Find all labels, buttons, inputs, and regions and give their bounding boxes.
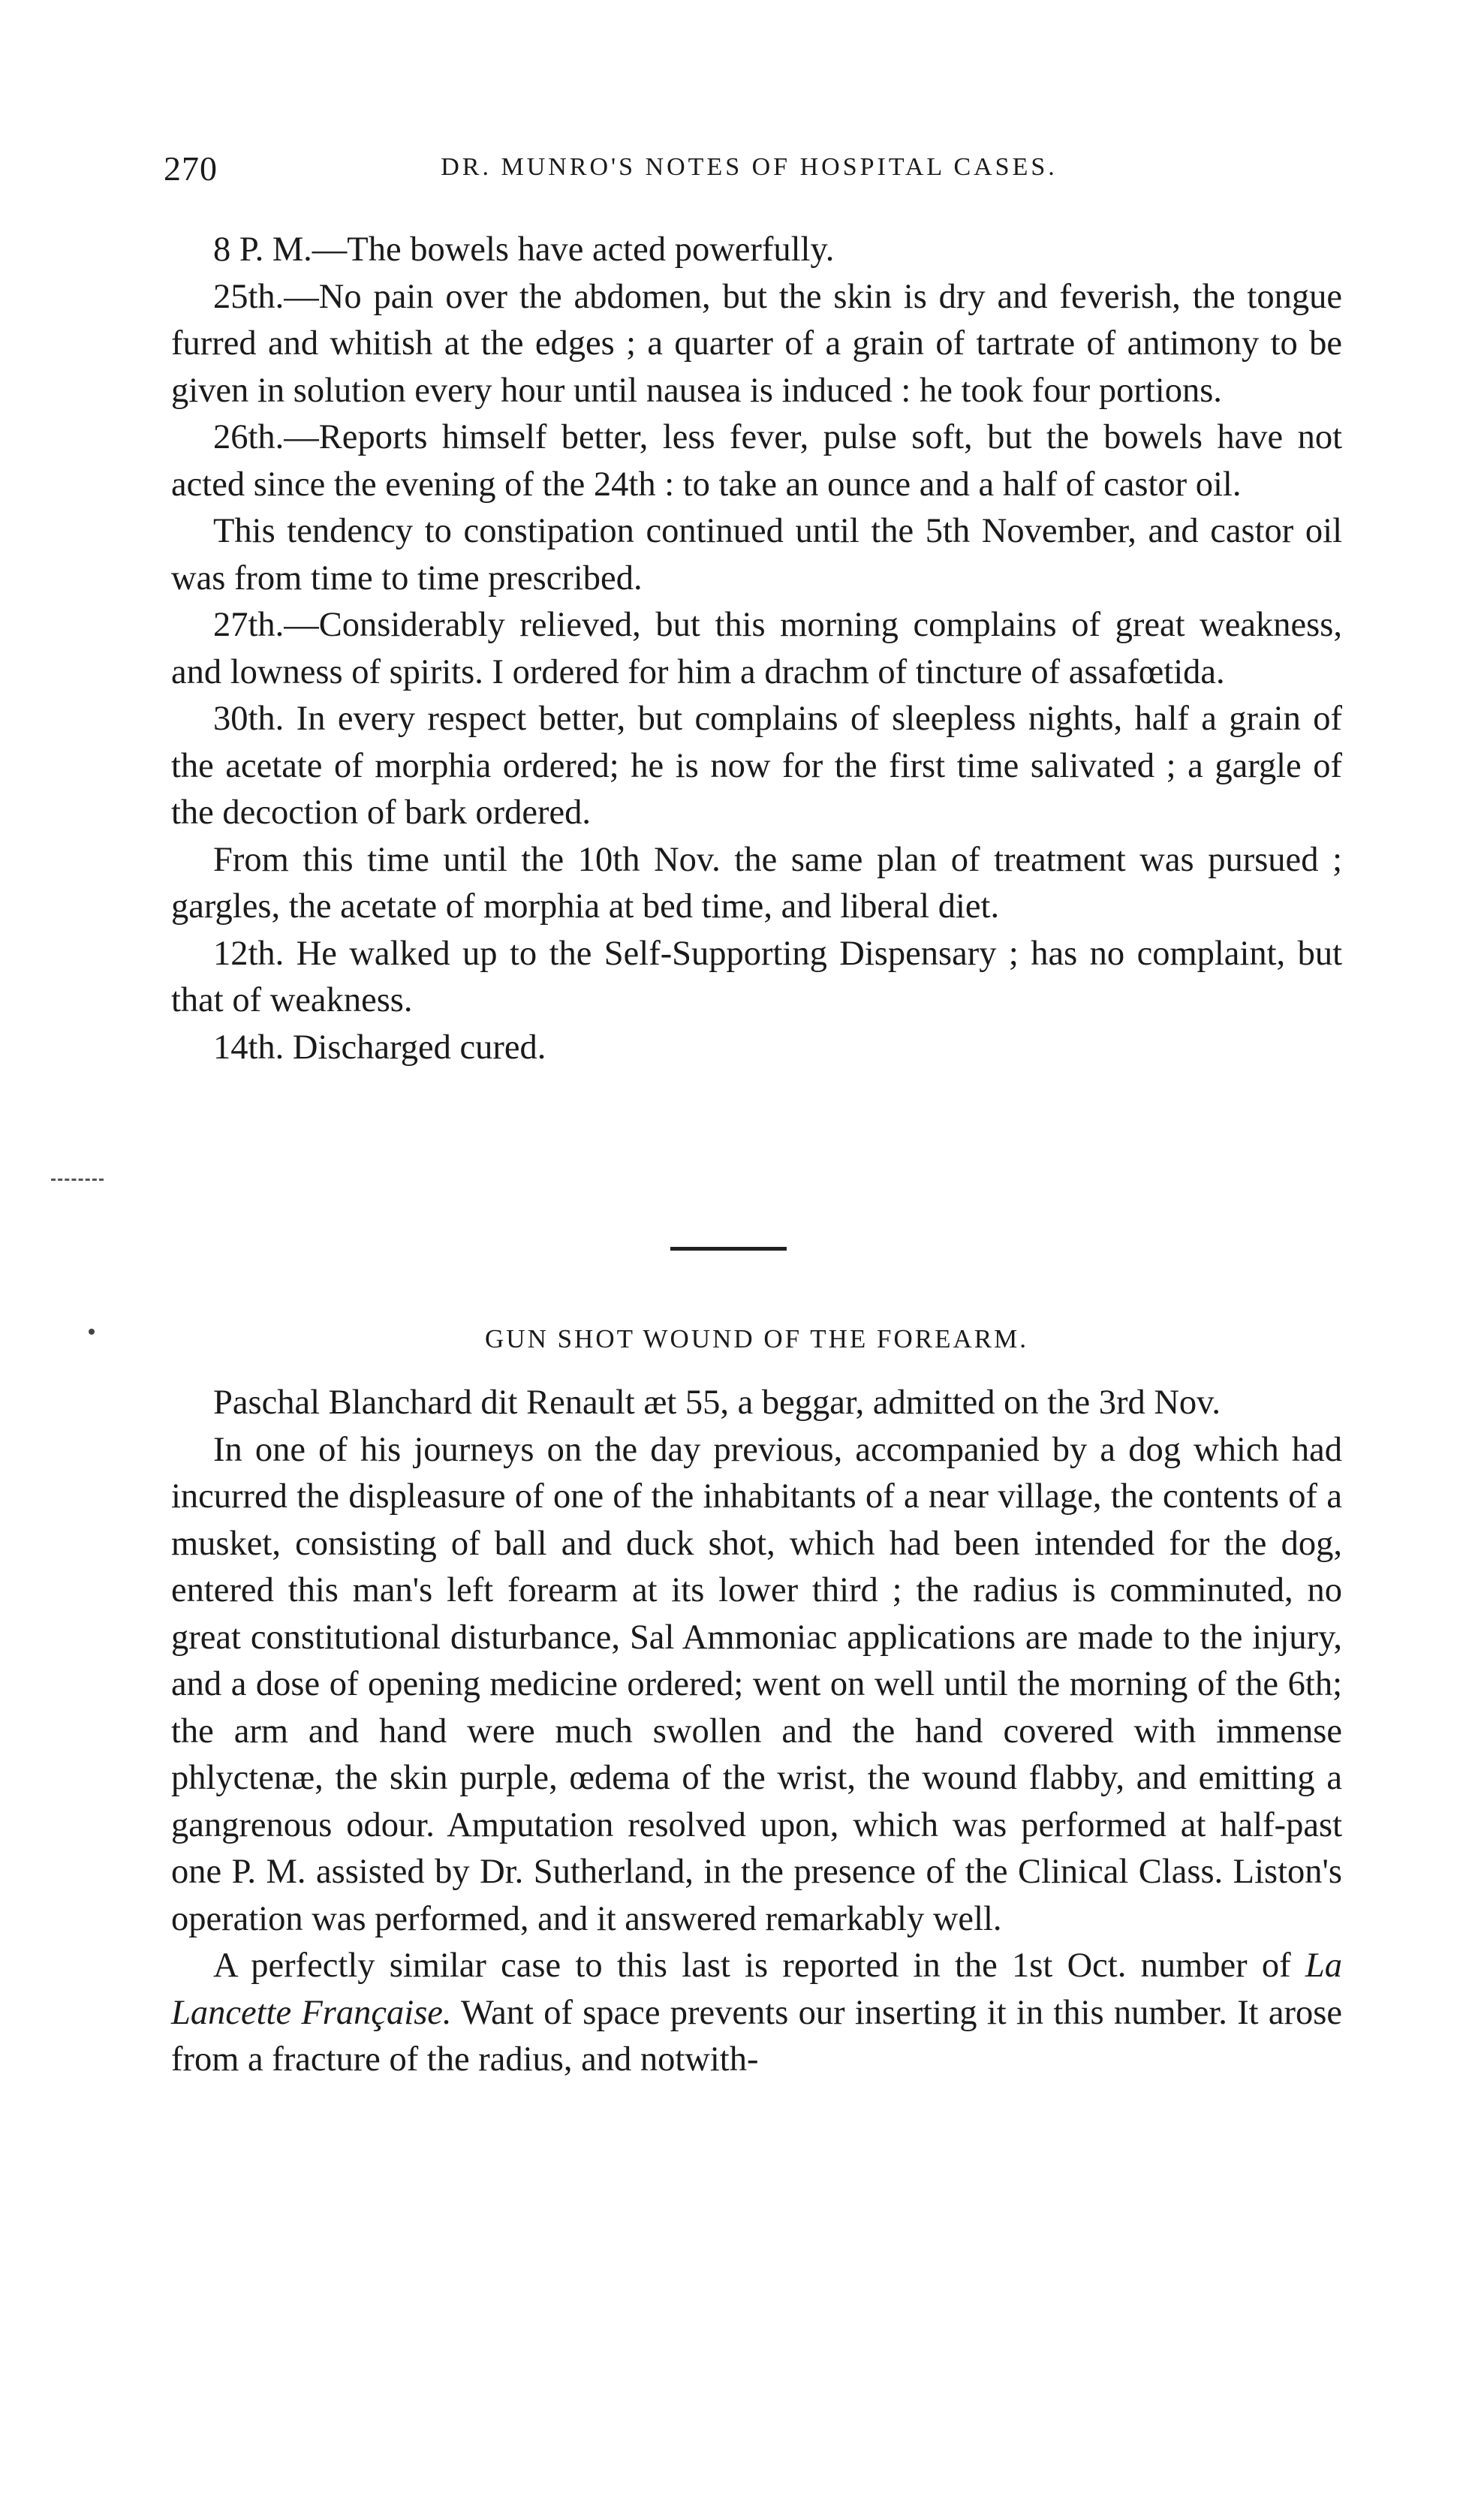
gun-shot-wound-case [171, 1380, 1342, 2084]
paragraph: From this time until the 10th Nov. the same plan of treatment was pursued ; gargles, the acetate of morphia at bed time, and liberal diet. [171, 840, 1342, 926]
paragraph: 26th.—Reports himself better, less fever, pulse soft, but the bowels have not acted since the evening of the 24th : to take an ounce and a half of castor oil. [171, 418, 1342, 504]
margin-mark [51, 1179, 104, 1181]
paragraph: 12th. He walked up to the Self-Supporting Dispensary ; has no complaint, but that of weakness. [171, 934, 1342, 1019]
case-notes-continued [171, 227, 1342, 1071]
paragraph-last [171, 1943, 1342, 2084]
paragraph: In one of his journeys on the day previous, accompanied by a dog which had incurred the displeasure of one of the inhabitants of a near village, the contents of a musket, consisting of ball and duck shot, which had been intended for the dog, entered this man's left forearm at its lower third ; the radius is comminuted, no great constitutional disturbance, Sal Ammoniac applications are made to the injury, and a dose of opening medicine ordered; went on well until the morning of the 6th; the arm and hand were much swollen and the hand covered with immense phlyctenæ, the skin purple, œdema of the wrist, the wound flabby, and emitting a gangrenous odour. Amputation resolved upon, which was performed at half-past one P. M. assisted by Dr. Sutherland, in the presence of the Clinical Class. Liston's operation was performed, and it answered remarkably well. [171, 1430, 1342, 1938]
paragraph: Paschal Blanchard dit Renault æt 55, a beggar, admitted on the 3rd Nov. [213, 1383, 1221, 1422]
journal-title: La Lancette Française. [171, 1946, 1342, 2032]
paragraph: 25th.—No pain over the abdomen, but the skin is dry and feverish, the tongue furred and whitish at the edges ; a quarter of a grain of tartrate of antimony to be given in solution every hour until nausea is induced : he took four portions. [171, 277, 1342, 410]
paragraph: 30th. In every respect better, but complains of sleepless nights, half a grain of the acetate of morphia ordered; he is now for the first time salivated ; a gargle of the decoction of bark ordered. [171, 700, 1342, 832]
section-title: GUN SHOT WOUND OF THE FOREARM. [485, 1324, 1028, 1353]
running-head: DR. MUNRO'S NOTES OF HOSPITAL CASES. [441, 153, 1058, 181]
margin-dot [89, 1329, 95, 1335]
paragraph: 8 P. M.—The bowels have acted powerfully. [213, 230, 835, 269]
paragraph: This tendency to constipation continued until the 5th November, and castor oil was from time to time prescribed. [171, 512, 1342, 598]
text-run: Want of space prevents our inserting it in this number. It arose from a fracture of the radius, and notwith- [171, 1993, 1342, 2079]
page-header [164, 149, 1335, 194]
section-divider [670, 1247, 787, 1251]
paragraph: 14th. Discharged cured. [213, 1028, 546, 1067]
paragraph: 27th.—Considerably relieved, but this morning complains of great weakness, and lowness of spirits. I ordered for him a drachm of tincture of assafœtida. [171, 606, 1342, 691]
text-run: A perfectly similar case to this last is reported in the 1st Oct. number of [213, 1946, 1305, 1985]
page-number: 270 [164, 149, 218, 188]
